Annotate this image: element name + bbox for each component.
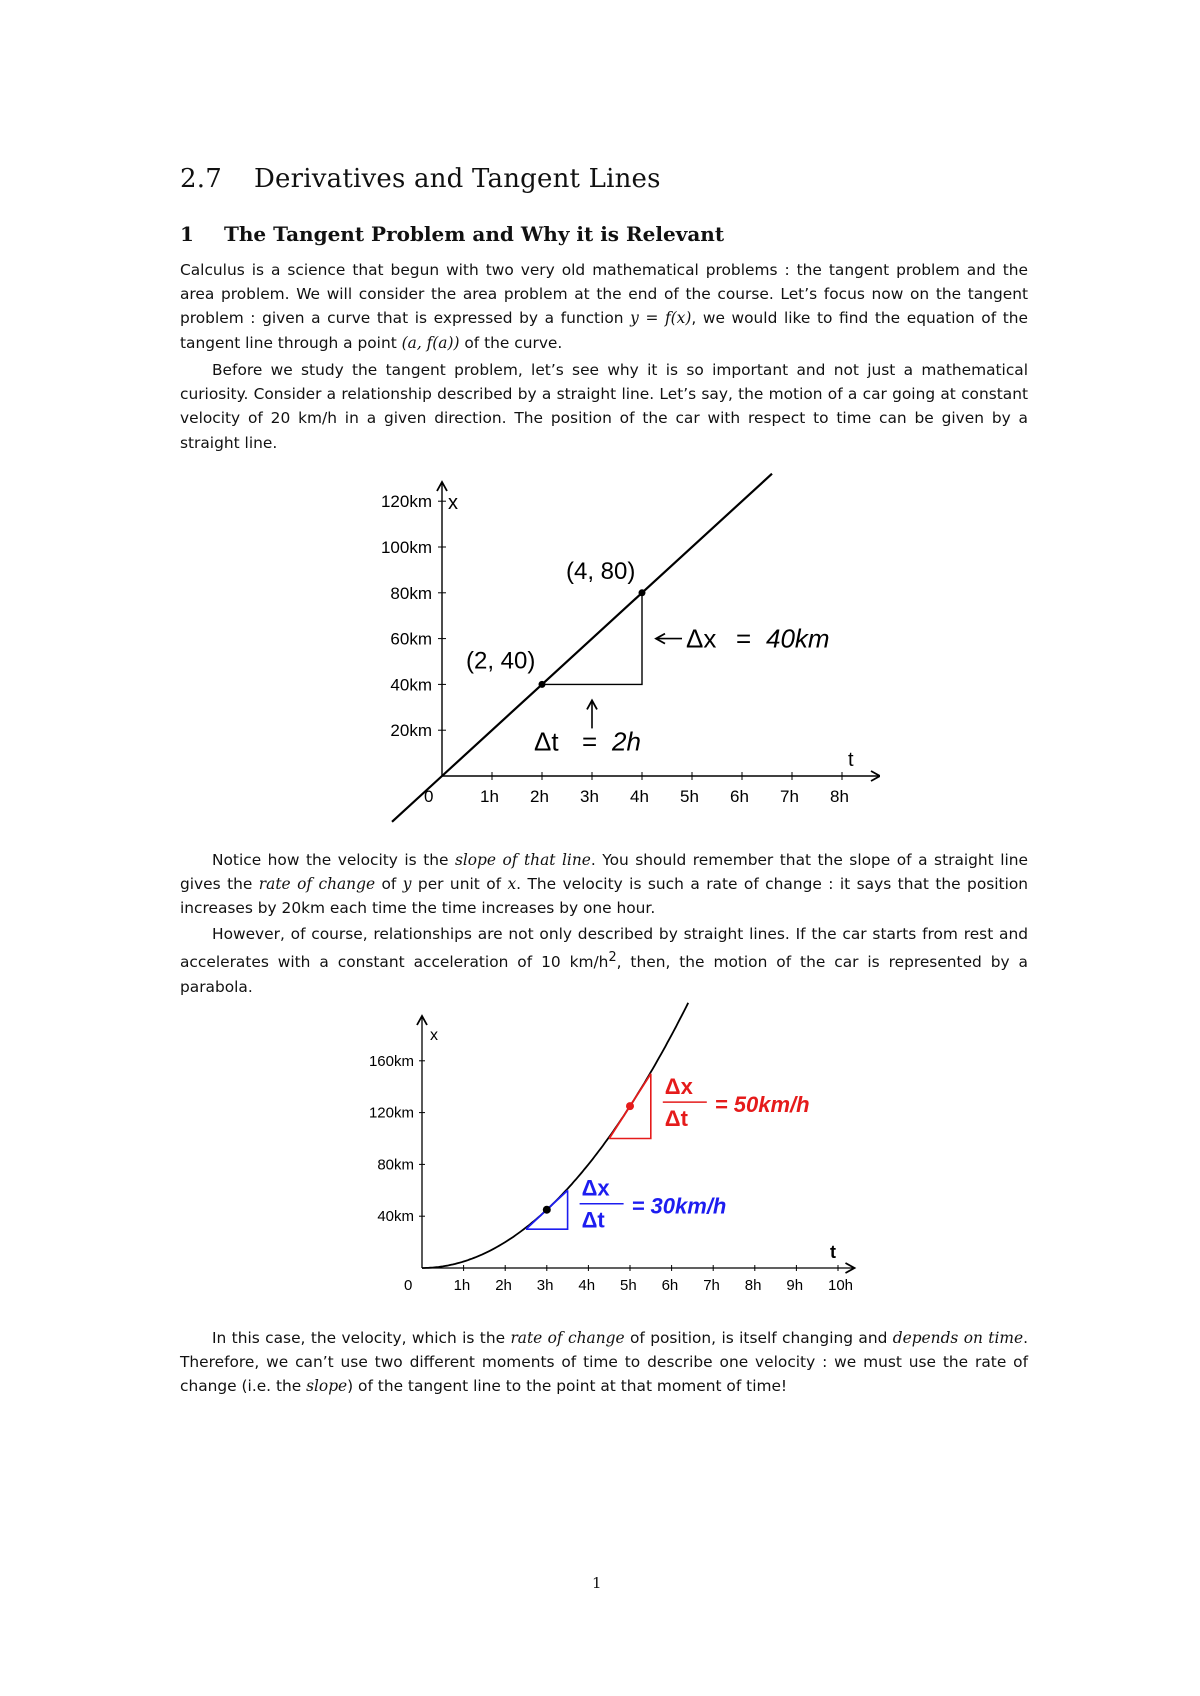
figure-accelerated-motion: [340, 1000, 900, 1300]
text-run: , then, the motion of the car is represented by a parabola.: [180, 953, 1028, 996]
emphasis: depends on time: [892, 1329, 1024, 1347]
text-run: ) of the tangent line to the point at that moment of time!: [347, 1377, 788, 1396]
x-tick-label: 1h: [480, 787, 499, 806]
text-run: Calculus is a science that begun with two very old mathematical problems : the tangent problem and the area problem. We will consider the area problem at the end of the course. Let’s focus now on the tangent problem : given a curve that is expressed by a function: [180, 261, 1028, 328]
x-tick-label: 3h: [580, 787, 599, 806]
x-axis-label: t: [848, 749, 854, 771]
y-tick-label: 80km: [390, 583, 432, 603]
point-label: (4, 80): [566, 557, 636, 585]
delta-t-eq: =: [582, 726, 598, 757]
emphasis: slope: [306, 1377, 348, 1396]
x-tick-label: 0: [404, 1277, 413, 1294]
y-tick-label: 120km: [380, 492, 432, 512]
x-tick-label: 1h: [453, 1277, 471, 1294]
superscript: 2: [608, 950, 617, 966]
text-run: However, of course, relationships are not only described by straight lines. If the car starts from rest and accelerates with a constant acceleration of 10 km/h: [180, 925, 1028, 972]
subsection-number: 1: [180, 222, 194, 246]
tangent-point: [543, 1206, 551, 1214]
x-tick-label: 6h: [730, 787, 749, 806]
point-label: (2, 40): [466, 647, 536, 675]
paragraph-motivation: Before we study the tangent problem, let’s see why it is so important and not just a mathematical curiosity. Consider a relationship described by a straight line. Let’s say, the motion of a car going at constant velocity of 20 km/h in a given direction. The position of the car with respect to time can be given by a straight line.: [180, 361, 1028, 452]
velocity-value: = 30km/h: [631, 1193, 727, 1219]
x-tick-label: 7h: [703, 1277, 720, 1294]
x-tick-label: 4h: [578, 1277, 596, 1294]
y-tick-label: 20km: [390, 721, 432, 741]
data-point: [639, 589, 646, 596]
math-var: y: [402, 875, 412, 894]
x-tick-label: 5h: [620, 1277, 637, 1294]
y-tick-label: 160km: [368, 1052, 414, 1070]
fraction-denominator: Δt: [581, 1207, 605, 1233]
linear-motion-chart: [340, 460, 880, 850]
y-tick-label: 40km: [377, 1208, 414, 1226]
text-run: per unit of: [411, 875, 508, 894]
delta-x-lhs: Δx: [686, 623, 717, 654]
math-var: x: [507, 875, 517, 894]
page-number: 1: [592, 1574, 602, 1592]
y-tick-label: 60km: [390, 629, 432, 649]
x-tick-label: 5h: [680, 787, 699, 806]
accelerated-motion-chart: [340, 1000, 900, 1300]
section-number: 2.7: [180, 164, 222, 194]
math-function: y = f(x): [630, 309, 692, 328]
x-tick-label: 3h: [536, 1277, 554, 1294]
subsection-heading: [180, 222, 724, 246]
text-run: of position, is itself changing and: [624, 1329, 893, 1347]
x-tick-label: 7h: [780, 787, 799, 806]
text-run: . The velocity is such a rate of change : it says that the position increases by 20km each time the time increases by one hour.: [180, 875, 1029, 918]
x-tick-label: 2h: [530, 787, 549, 806]
text-run: of: [375, 875, 403, 894]
text-run: of the curve.: [459, 333, 563, 352]
text-run: , we would like to find the equation of the tangent line through a point: [180, 309, 1028, 352]
x-tick-label: 8h: [744, 1277, 762, 1294]
subsection-title: The Tangent Problem and Why it is Relevant: [224, 222, 725, 246]
data-point: [539, 681, 546, 688]
y-tick-label: 100km: [380, 538, 432, 557]
x-tick-label: 0: [424, 787, 434, 806]
x-tick-label: 4h: [630, 787, 649, 806]
x-tick-label: 8h: [830, 787, 849, 806]
fraction-numerator: Δx: [581, 1175, 610, 1201]
y-tick-label: 120km: [368, 1104, 414, 1122]
emphasis: rate of change: [510, 1329, 625, 1347]
paragraph-conclusion: [180, 1326, 1028, 1399]
section-title: Derivatives and Tangent Lines: [254, 164, 661, 194]
paragraph-parabola: [180, 922, 1028, 999]
emphasis: slope of that line: [454, 851, 591, 869]
emphasis: rate of change: [258, 875, 376, 894]
x-tick-label: 6h: [661, 1277, 679, 1294]
math-point: (a, f(a)): [401, 333, 460, 352]
delta-t-lhs: Δt: [534, 726, 559, 757]
delta-x-eq: =: [736, 623, 752, 654]
x-tick-label: 2h: [495, 1277, 512, 1294]
x-tick-label: 9h: [786, 1277, 804, 1294]
text-run: In this case, the velocity, which is the: [212, 1329, 511, 1347]
y-axis-label: x: [448, 492, 458, 515]
text-run: . Therefore, we can’t use two different moments of time to describe one velocity : we must use the rate of change (i.e. the: [180, 1329, 1028, 1396]
y-axis-label: x: [430, 1027, 438, 1044]
paragraph-intro: [180, 258, 1028, 355]
paragraph-slope: [180, 848, 1028, 921]
tangent-point: [626, 1102, 634, 1110]
section-heading: [180, 164, 661, 194]
velocity-value: = 50km/h: [714, 1092, 810, 1118]
y-tick-label: 40km: [390, 675, 432, 695]
x-tick-label: 10h: [828, 1277, 854, 1294]
x-axis-label: t: [830, 1242, 836, 1262]
y-tick-label: 80km: [377, 1156, 414, 1174]
parabola-curve: [422, 1003, 688, 1268]
figure-linear-motion: [340, 460, 880, 850]
delta-t-rhs: 2h: [612, 726, 641, 757]
delta-x-rhs: 40km: [766, 623, 830, 654]
text-run: Notice how the velocity is the: [212, 851, 455, 869]
text-run: . You should remember that the slope of a straight line gives the: [180, 851, 1028, 894]
fraction-numerator: Δx: [664, 1074, 693, 1100]
fraction-denominator: Δt: [664, 1106, 688, 1132]
